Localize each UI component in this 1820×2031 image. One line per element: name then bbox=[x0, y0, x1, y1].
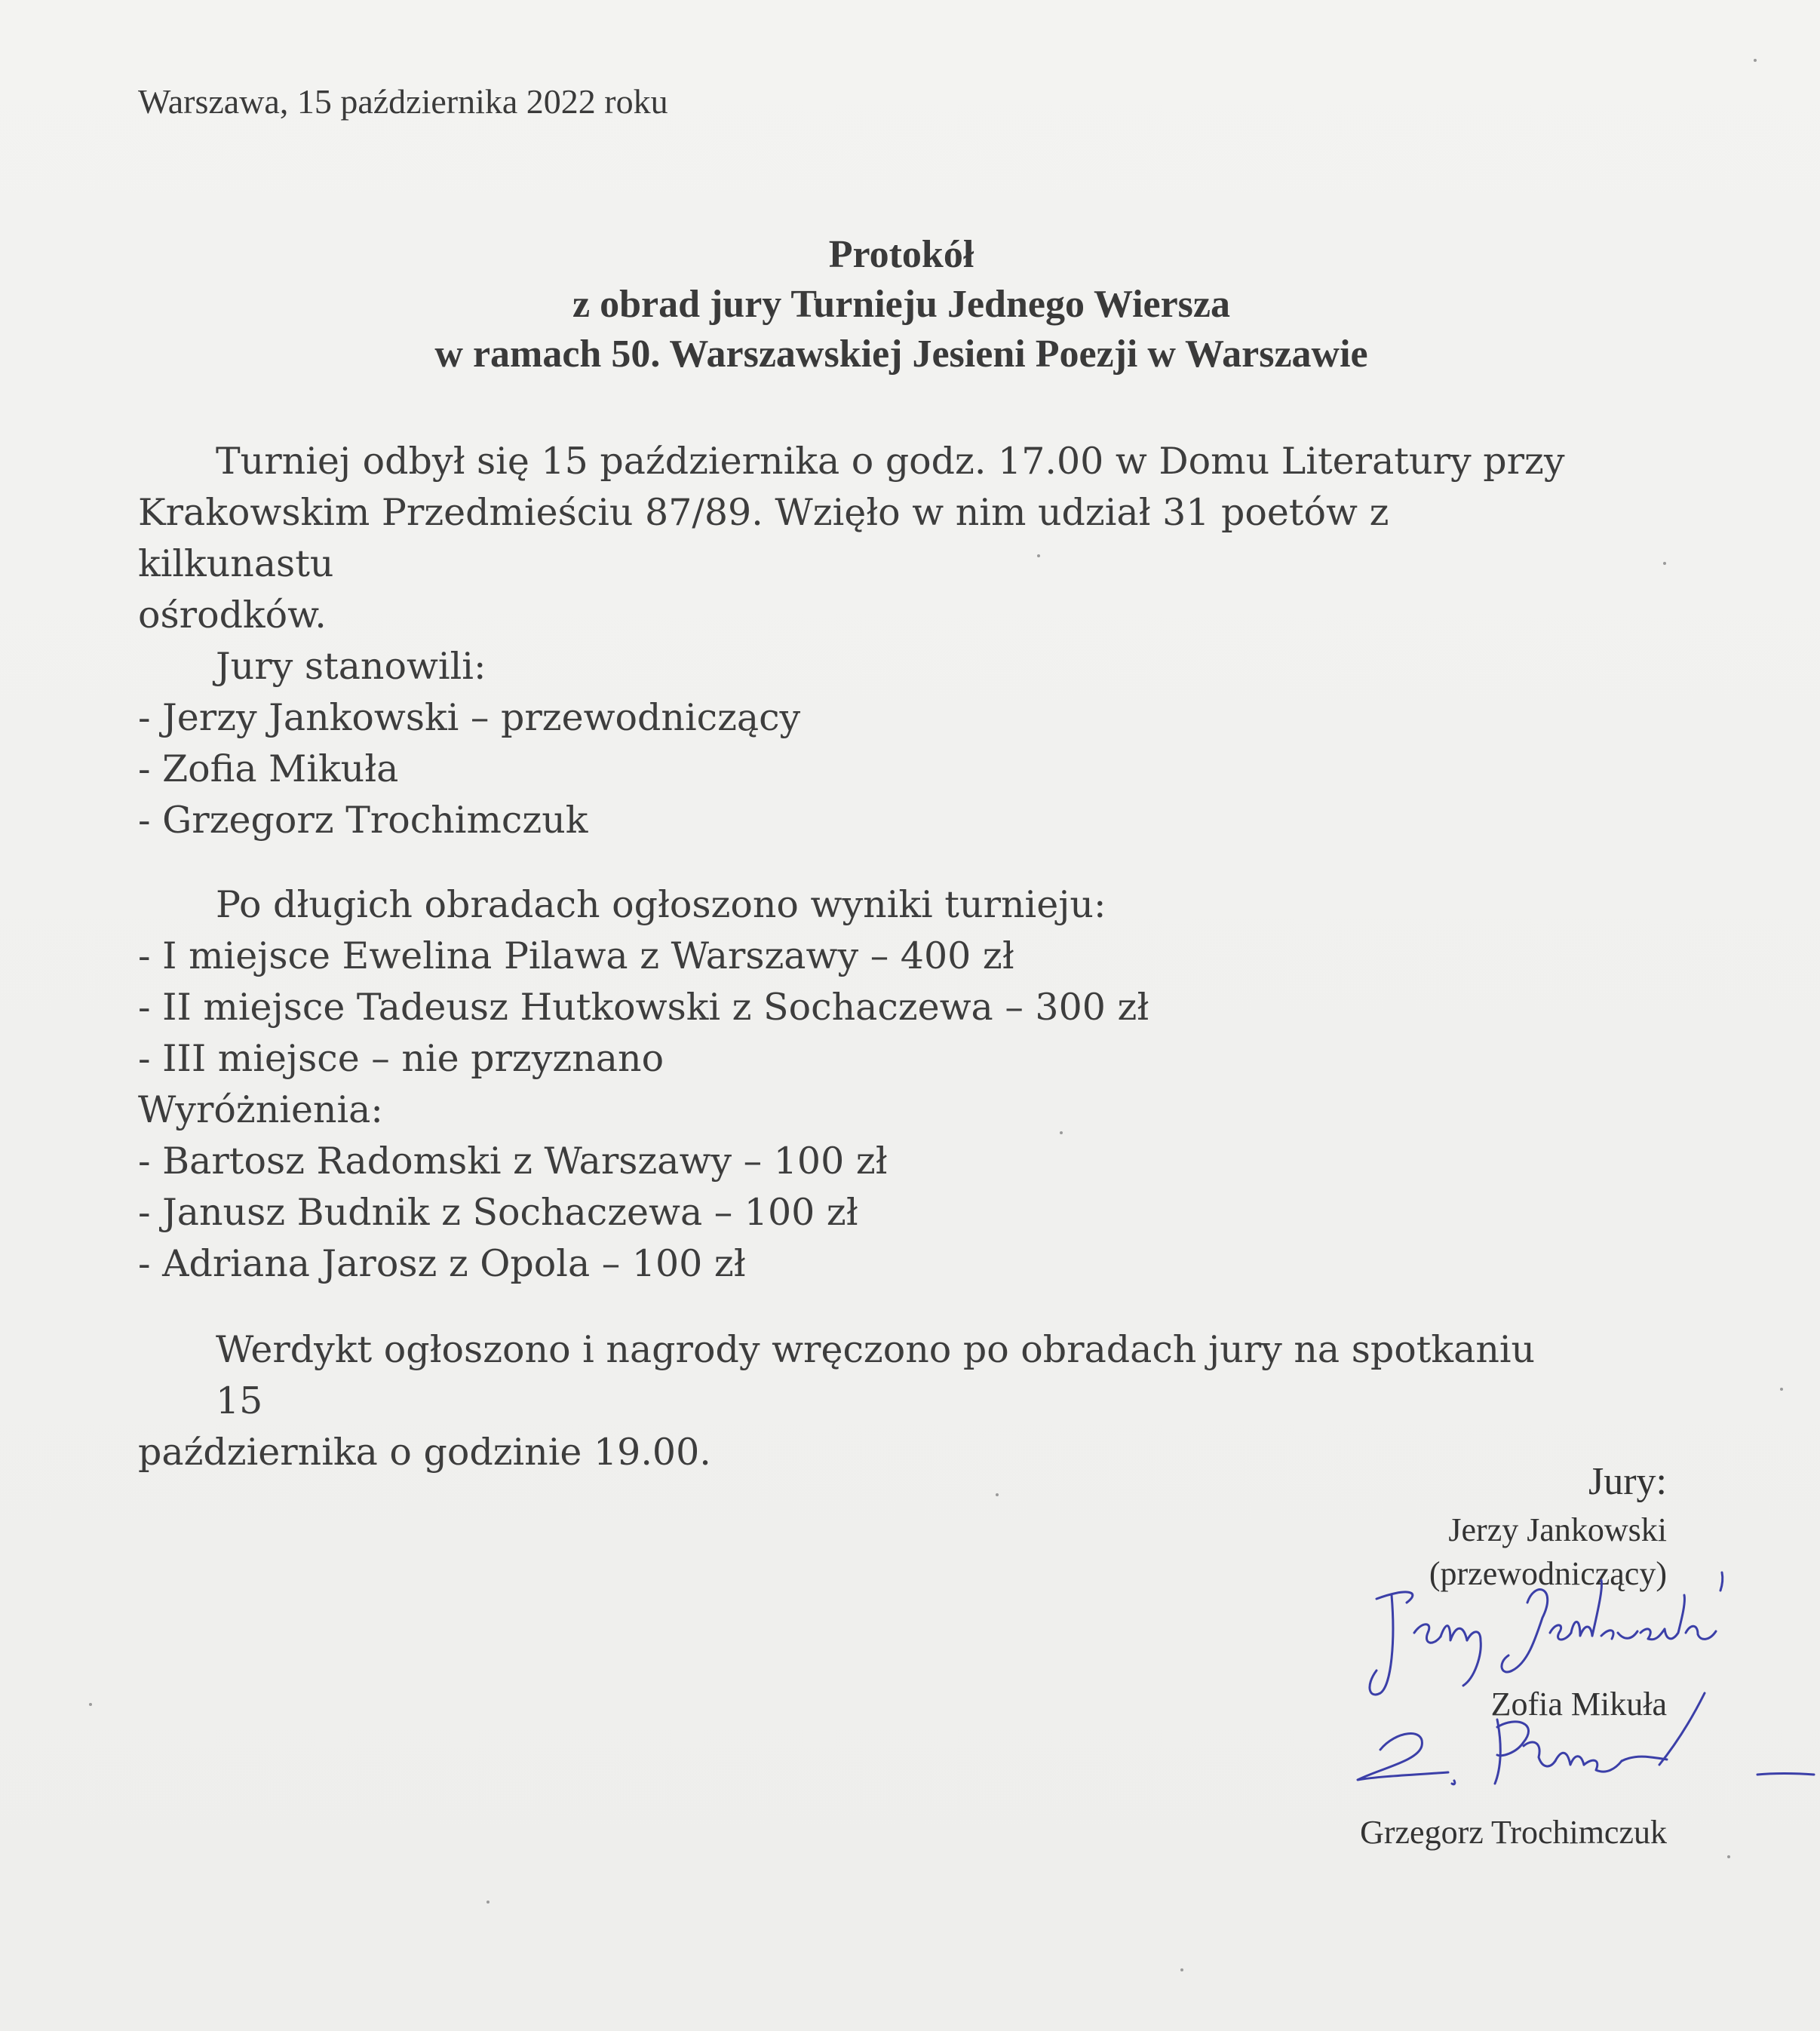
spacer bbox=[138, 1290, 1586, 1324]
distinction-item: - Adriana Jarosz z Opola – 100 zł bbox=[138, 1242, 746, 1285]
intro-line-2: Krakowskim Przedmieściu 87/89. Wzięło w nim udział 31 poetów z kilkunastu bbox=[138, 491, 1389, 585]
scan-speck bbox=[996, 1493, 999, 1496]
spacer bbox=[138, 846, 1586, 879]
scan-speck bbox=[1037, 554, 1040, 557]
chair-name: Jerzy Jankowski bbox=[1448, 1511, 1667, 1548]
result-item: - II miejsce Tadeusz Hutkowski z Sochaczewa – 300 zł bbox=[138, 986, 1149, 1029]
result-item: - I miejsce Ewelina Pilawa z Warszawy – 400 zł bbox=[138, 934, 1014, 977]
intro-line-3: ośrodków. bbox=[138, 594, 327, 637]
scan-speck bbox=[89, 1703, 92, 1706]
chair-role: (przewodniczący) bbox=[1429, 1555, 1667, 1592]
scan-speck bbox=[1780, 1388, 1783, 1391]
scan-speck bbox=[1663, 562, 1666, 565]
verdict-line-1: Werdykt ogłoszono i nagrody wręczono po obradach jury na spotkaniu 15 bbox=[216, 1328, 1536, 1422]
scan-speck bbox=[486, 1901, 490, 1904]
scan-speck bbox=[1754, 59, 1757, 62]
member-3-name: Grzegorz Trochimczuk bbox=[1360, 1814, 1667, 1851]
signature-block bbox=[1139, 1456, 1667, 1855]
title-line-3: w ramach 50. Warszawskiej Jesieni Poezji w Warszawie bbox=[434, 333, 1368, 376]
verdict-line-2: października o godzinie 19.00. bbox=[138, 1431, 711, 1474]
results-heading: Po długich obradach ogłoszono wyniki turnieju: bbox=[216, 883, 1106, 926]
member-2-name: Zofia Mikuła bbox=[1490, 1686, 1667, 1723]
scan-speck bbox=[1180, 1968, 1183, 1971]
scan-speck bbox=[1060, 1131, 1063, 1134]
document-body bbox=[138, 436, 1586, 1478]
jury-member: - Grzegorz Trochimczuk bbox=[138, 799, 588, 842]
scan-speck bbox=[1727, 1855, 1730, 1858]
distinction-item: - Janusz Budnik z Sochaczewa – 100 zł bbox=[138, 1191, 858, 1234]
jury-member: - Jerzy Jankowski – przewodniczący bbox=[138, 696, 801, 739]
document-title bbox=[0, 230, 1803, 379]
distinction-item: - Bartosz Radomski z Warszawy – 100 zł bbox=[138, 1140, 888, 1183]
result-item: - III miejsce – nie przyznano bbox=[138, 1037, 664, 1080]
jury-label: Jury: bbox=[1588, 1460, 1667, 1503]
title-line-1: Protokół bbox=[828, 233, 974, 276]
jury-member: - Zofia Mikuła bbox=[138, 747, 399, 790]
date-line: Warszawa, 15 października 2022 roku bbox=[138, 82, 668, 121]
jury-heading: Jury stanowili: bbox=[216, 645, 486, 688]
intro-line-1: Turniej odbył się 15 października o godz. 17.00 w Domu Literatury przy bbox=[216, 440, 1565, 483]
title-line-2: z obrad jury Turnieju Jednego Wiersza bbox=[572, 283, 1230, 326]
distinctions-heading: Wyróżnienia: bbox=[138, 1088, 383, 1131]
